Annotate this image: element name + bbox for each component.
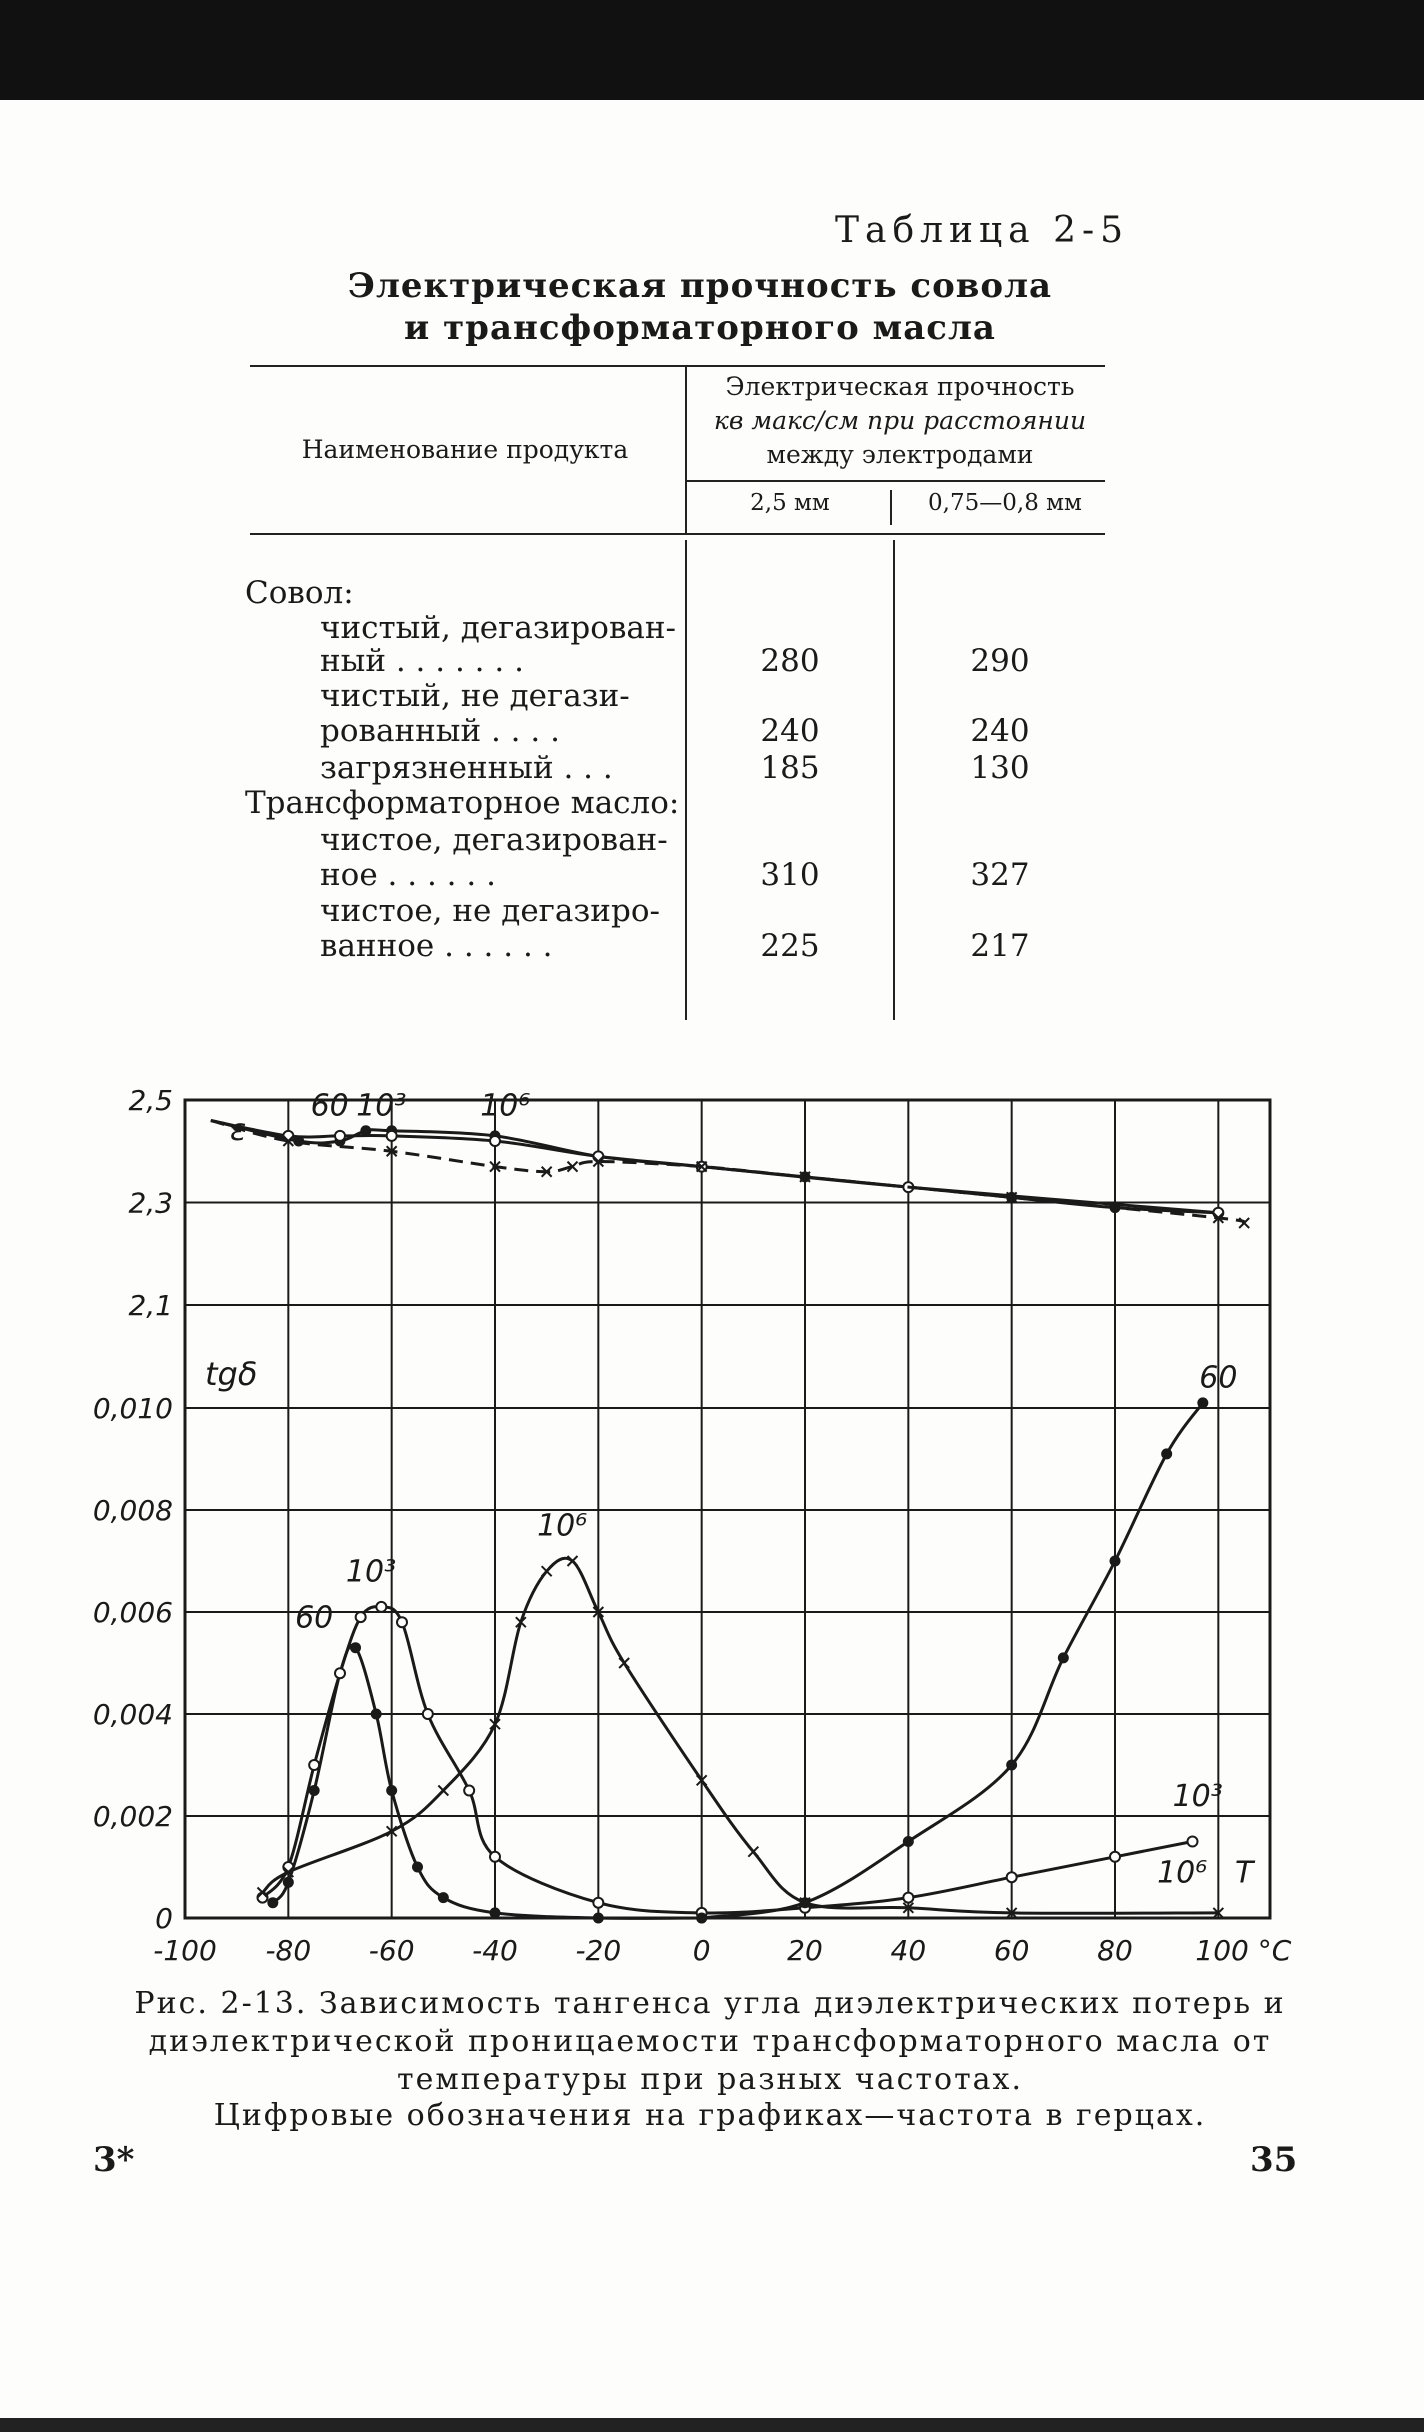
epsilon-axis-label: ε	[230, 1113, 247, 1148]
scan-bottom-border	[0, 2418, 1424, 2432]
data-point-filled	[903, 1836, 914, 1847]
table-row-label: чистый, не дегази-	[320, 678, 630, 714]
data-point-open	[593, 1898, 603, 1908]
x-tick-label: 40	[890, 1934, 927, 1967]
tgd-axis-label: tgδ	[205, 1355, 258, 1393]
tgd-frequency-label: 10³	[1172, 1778, 1223, 1814]
data-point-filled	[800, 1897, 811, 1908]
tgd-frequency-label: 10³	[345, 1554, 397, 1590]
table-row-label: ное . . . . . .	[320, 857, 496, 893]
table-title-line2: и трансформаторного масла	[404, 308, 996, 348]
tgd-frequency-label: 60	[295, 1600, 334, 1636]
data-point-cross	[1239, 1218, 1249, 1228]
data-point-open	[593, 1151, 603, 1161]
tgd-frequency-label: 60	[1199, 1360, 1238, 1396]
table-row-label: Совол:	[245, 575, 354, 611]
y-tick-label-epsilon: 2,1	[128, 1289, 173, 1322]
tgd-series-line	[263, 1607, 1193, 1913]
column-header-name: Наименование продукта	[301, 435, 629, 464]
x-tick-label: -100	[153, 1934, 217, 1967]
table-row-label: чистое, не дегазиро-	[320, 893, 660, 929]
y-tick-label-epsilon: 2,3	[128, 1186, 173, 1220]
data-point-filled	[267, 1897, 278, 1908]
data-point-open	[1110, 1852, 1120, 1862]
data-point-open	[397, 1617, 407, 1627]
x-tick-label: -60	[368, 1934, 415, 1967]
tgd-frequency-label: T	[1235, 1855, 1254, 1891]
table-cell-0-75mm: 240	[970, 713, 1030, 749]
table-row-label: ванное . . . . . .	[320, 928, 553, 964]
table-cell-0-75mm: 327	[970, 857, 1030, 893]
x-tick-label: 20	[787, 1934, 823, 1967]
data-point-open	[335, 1131, 345, 1141]
x-tick-label: -80	[265, 1934, 312, 1967]
column-header-0-75mm: 0,75—0,8 мм	[928, 490, 1082, 516]
y-tick-label-tgd: 0,004	[92, 1698, 173, 1731]
table-row-label: ный . . . . . . .	[320, 643, 524, 679]
table-cell-2-5mm: 280	[760, 643, 820, 679]
tgd-frequency-label: 10⁶	[537, 1508, 588, 1544]
data-point-filled	[490, 1907, 501, 1918]
data-point-open	[1188, 1837, 1198, 1847]
data-point-filled	[386, 1785, 397, 1796]
data-point-cross	[568, 1556, 578, 1566]
table-row-label: рованный . . . .	[320, 713, 560, 749]
data-point-filled	[696, 1913, 707, 1924]
data-point-open	[490, 1136, 500, 1146]
table-row-label: Трансформаторное масло:	[245, 785, 680, 821]
data-point-open	[356, 1612, 366, 1622]
chart-series	[211, 1121, 1249, 1924]
table-number: Таблица 2-5	[835, 210, 1130, 251]
y-tick-label-tgd: 0,002	[92, 1800, 173, 1833]
data-point-filled	[1161, 1448, 1172, 1459]
data-point-filled	[350, 1642, 361, 1653]
tgd-series-line	[702, 1403, 1203, 1918]
data-point-filled	[283, 1877, 294, 1888]
data-point-filled	[1197, 1397, 1208, 1408]
data-point-open	[335, 1668, 345, 1678]
chart-grid	[185, 1100, 1270, 1918]
table-title-line1: Электрическая прочность совола	[347, 266, 1053, 306]
y-tick-label-tgd: 0,010	[92, 1392, 173, 1425]
table-row-label: чистый, дегазирован-	[320, 610, 677, 646]
data-point-filled	[371, 1709, 382, 1720]
table-cell-0-75mm: 130	[970, 750, 1030, 786]
table-cell-0-75mm: 217	[970, 928, 1030, 964]
data-point-cross	[542, 1566, 552, 1576]
table-cell-0-75mm: 290	[970, 643, 1030, 679]
data-point-open	[464, 1786, 474, 1796]
x-tick-label: 60	[993, 1934, 1030, 1967]
data-point-cross	[748, 1847, 758, 1857]
data-point-filled	[1110, 1556, 1121, 1567]
data-point-open	[387, 1131, 397, 1141]
x-tick-label: 80	[1097, 1934, 1133, 1967]
data-point-filled	[438, 1892, 449, 1903]
x-tick-label: -40	[472, 1934, 518, 1967]
x-tick-label: 100 °C	[1195, 1934, 1292, 1967]
table-row-label: загрязненный . . .	[320, 750, 613, 786]
x-tick-label: 0	[692, 1934, 711, 1967]
y-tick-label-epsilon: 2,5	[128, 1084, 173, 1117]
data-point-open	[423, 1709, 433, 1719]
data-point-filled	[412, 1862, 423, 1873]
data-point-cross	[619, 1658, 629, 1668]
data-point-filled	[1058, 1652, 1069, 1663]
data-point-cross	[438, 1786, 448, 1796]
table-cell-2-5mm: 225	[760, 928, 820, 964]
data-point-open	[903, 1893, 913, 1903]
tgd-frequency-label: 10⁶	[1157, 1855, 1208, 1891]
data-point-open	[1007, 1872, 1017, 1882]
data-point-filled	[593, 1913, 604, 1924]
x-tick-label: -20	[575, 1934, 622, 1967]
figure-caption: Рис. 2-13. Зависимость тангенса угла диэлектрических потерь и диэлектрической проницаемости трансформаторного масла от температуры при разных частотах.	[134, 1986, 1286, 2097]
chart-axis-labels	[93, 1084, 1292, 1967]
data-point-filled	[1006, 1760, 1017, 1771]
epsilon-frequency-label: 10⁶	[480, 1088, 531, 1124]
table-row-label: чистое, дегазирован-	[320, 822, 668, 858]
figure-note: Цифровые обозначения на графиках—частота в герцах.	[213, 2098, 1207, 2133]
data-point-open	[490, 1852, 500, 1862]
data-point-open	[376, 1602, 386, 1612]
signature-mark: 3*	[93, 2140, 135, 2180]
table-cell-2-5mm: 240	[760, 713, 820, 749]
epsilon-frequency-label: 10³	[356, 1088, 407, 1124]
column-header-strength: Электрическая прочность кв макс/см при расстоянии между электродами	[713, 372, 1087, 469]
y-tick-label-tgd: 0	[155, 1902, 173, 1935]
y-tick-label-tgd: 0,008	[92, 1494, 173, 1527]
y-tick-label-tgd: 0,006	[92, 1596, 173, 1629]
data-point-open	[309, 1760, 319, 1770]
table-cell-2-5mm: 185	[760, 750, 820, 786]
data-point-open	[258, 1893, 268, 1903]
page-number: 35	[1250, 2140, 1298, 2180]
epsilon-frequency-label: 60	[310, 1088, 349, 1124]
column-header-2-5mm: 2,5 мм	[750, 490, 830, 516]
table-cell-2-5mm: 310	[760, 857, 820, 893]
